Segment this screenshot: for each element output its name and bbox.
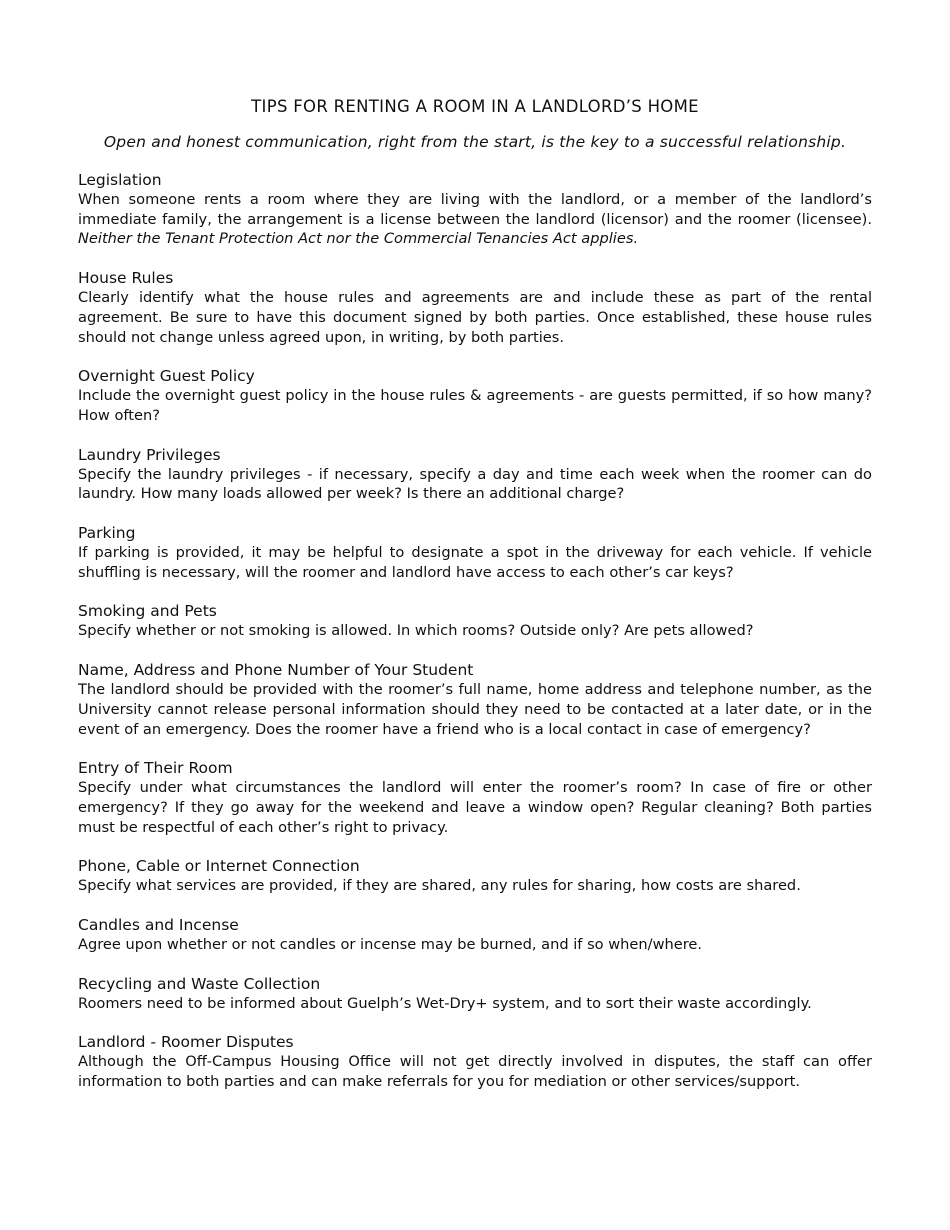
section-heading: Legislation xyxy=(78,171,162,189)
section-overnight-guest-policy xyxy=(78,366,872,425)
section-body: Specify under what circumstances the landlord will enter the roomer’s room? In case of fire or other emergency? If they go away for the weekend and leave a window open? Regular cleaning? Both parties must be respectful of each other’s right to privacy. xyxy=(78,779,872,836)
document-page xyxy=(78,96,872,1111)
page-subtitle: Open and honest communication, right from the start, is the key to a successful relationship. xyxy=(103,133,847,151)
section-body: Specify the laundry privileges - if necessary, specify a day and time each week when the roomer can do laundry. How many loads allowed per week? Is there an additional charge? xyxy=(78,465,872,503)
section-body-emphasis: Neither the Tenant Protection Act nor the Commercial Tenancies Act applies. xyxy=(78,230,639,248)
section-heading: Entry of Their Room xyxy=(78,759,233,778)
section-body: Clearly identify what the house rules and agreements are and include these as part of the rental agreement. Be sure to have this document signed by both parties. Once established, these house rules should not change unless agreed upon, in writing, by both parties. xyxy=(78,289,872,346)
section-body: If parking is provided, it may be helpful to designate a spot in the driveway for each vehicle. If vehicle shuffling is necessary, will the roomer and landlord have access to each other’s car keys? xyxy=(78,544,872,581)
section-heading: Laundry Privileges xyxy=(78,445,221,464)
section-body: Specify what services are provided, if they are shared, any rules for sharing, how costs are shared. xyxy=(78,877,801,895)
section-heading: Landlord - Roomer Disputes xyxy=(78,1033,294,1052)
section-landlord-roomer-disputes xyxy=(78,1032,872,1091)
section-parking xyxy=(78,523,872,582)
section-heading: Smoking and Pets xyxy=(78,602,217,621)
section-body: Roomers need to be informed about Guelph’s Wet-Dry+ system, and to sort their waste accordingly. xyxy=(78,994,812,1012)
section-body: Include the overnight guest policy in the house rules & agreements - are guests permitted, if so how many? How often? xyxy=(78,387,872,424)
section-entry-of-room xyxy=(78,758,872,837)
section-heading: Candles and Incense xyxy=(78,916,239,935)
section-laundry-privileges xyxy=(78,445,872,504)
section-student-contact-info xyxy=(78,660,872,739)
section-candles-and-incense xyxy=(78,915,872,955)
section-body: Specify whether or not smoking is allowed. In which rooms? Outside only? Are pets allowed? xyxy=(78,622,754,640)
section-phone-cable-internet xyxy=(78,856,872,896)
section-heading: House Rules xyxy=(78,269,174,288)
section-heading: Parking xyxy=(78,524,136,543)
section-heading: Overnight Guest Policy xyxy=(78,367,255,386)
section-heading: Phone, Cable or Internet Connection xyxy=(78,857,360,876)
section-legislation xyxy=(78,170,872,249)
section-body-text: When someone rents a room where they are living with the landlord, or a member of the landlord’s immediate family, the arrangement is a license between the landlord (licensor) and the roomer (licensee). xyxy=(78,191,872,228)
section-heading: Recycling and Waste Collection xyxy=(78,974,321,993)
section-house-rules xyxy=(78,268,872,347)
section-smoking-and-pets xyxy=(78,601,872,641)
section-body: Agree upon whether or not candles or incense may be burned, and if so when/where. xyxy=(78,936,703,954)
section-body xyxy=(78,190,872,249)
page-title: TIPS FOR RENTING A ROOM IN A LANDLORD’S HOME xyxy=(251,97,699,116)
section-heading: Name, Address and Phone Number of Your Student xyxy=(78,661,474,680)
section-body: The landlord should be provided with the roomer’s full name, home address and telephone number, as the University cannot release personal information should they need to be contacted at a later date, or in the event of an emergency. Does the roomer have a friend who is a local contact in case of emergency? xyxy=(78,681,872,738)
section-recycling-waste xyxy=(78,974,872,1014)
section-body: Although the Off-Campus Housing Office will not get directly involved in disputes, the staff can offer information to both parties and can make referrals for you for mediation or other services/support. xyxy=(78,1053,872,1091)
